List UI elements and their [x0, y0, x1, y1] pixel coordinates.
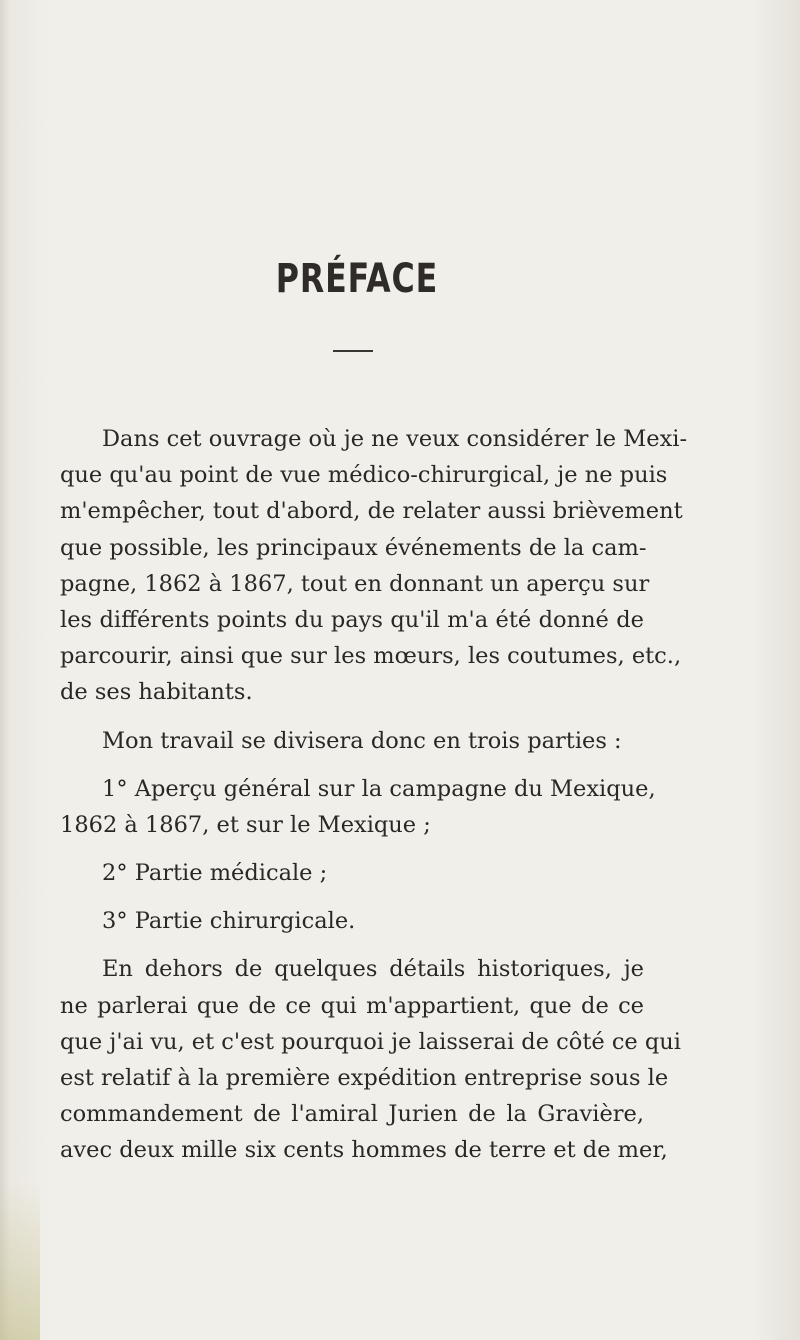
list-item-part-3	[60, 903, 644, 939]
text-line: avec deux mille six cents hommes de terre et de mer,	[60, 1137, 668, 1164]
list-item-part-1	[60, 771, 656, 843]
text-line: de ses habitants.	[60, 679, 253, 706]
text-line: En dehors de quelques détails historiques, je	[102, 956, 644, 983]
page-title: PRÉFACE	[275, 256, 439, 302]
text-line: 2° Partie médicale ;	[102, 860, 328, 887]
text-line: Dans cet ouvrage où je ne veux considérer le Mexi-	[102, 426, 688, 452]
text-line: m'empêcher, tout d'abord, de relater aussi brièvement	[60, 498, 683, 525]
paragraph-scope	[60, 951, 681, 1168]
text-line: parcourir, ainsi que sur les mœurs, les coutumes, etc.,	[60, 643, 682, 670]
text-line: est relatif à la première expédition entreprise sous le	[60, 1065, 669, 1091]
paragraph-intro	[60, 421, 688, 711]
text-line: que j'ai vu, et c'est pourquoi je laisserai de côté ce qui	[60, 1028, 681, 1055]
list-item-part-2	[60, 855, 644, 891]
page-stain	[0, 1180, 40, 1340]
text-line: les différents points du pays qu'il m'a été donné de	[60, 606, 644, 633]
text-line: pagne, 1862 à 1867, tout en donnant un aperçu sur	[60, 570, 650, 597]
text-line: 1862 à 1867, et sur le Mexique ;	[60, 811, 431, 838]
paragraph-plan	[60, 723, 644, 759]
text-line: 1° Aperçu général sur la campagne du Mexique,	[102, 775, 656, 802]
page-body	[60, 421, 688, 1169]
page-gutter-shadow	[0, 0, 10, 1340]
text-line: que qu'au point de vue médico-chirurgical, je ne puis	[60, 462, 668, 489]
title-rule	[333, 350, 373, 352]
text-line: commandement de l'amiral Jurien de la Gravière,	[60, 1101, 644, 1128]
text-line: 3° Partie chirurgicale.	[102, 908, 356, 935]
text-line: ne parlerai que de ce qui m'appartient, que de ce	[60, 992, 644, 1019]
text-line: que possible, les principaux événements de la cam-	[60, 534, 647, 561]
text-line: Mon travail se divisera donc en trois parties :	[102, 727, 622, 754]
